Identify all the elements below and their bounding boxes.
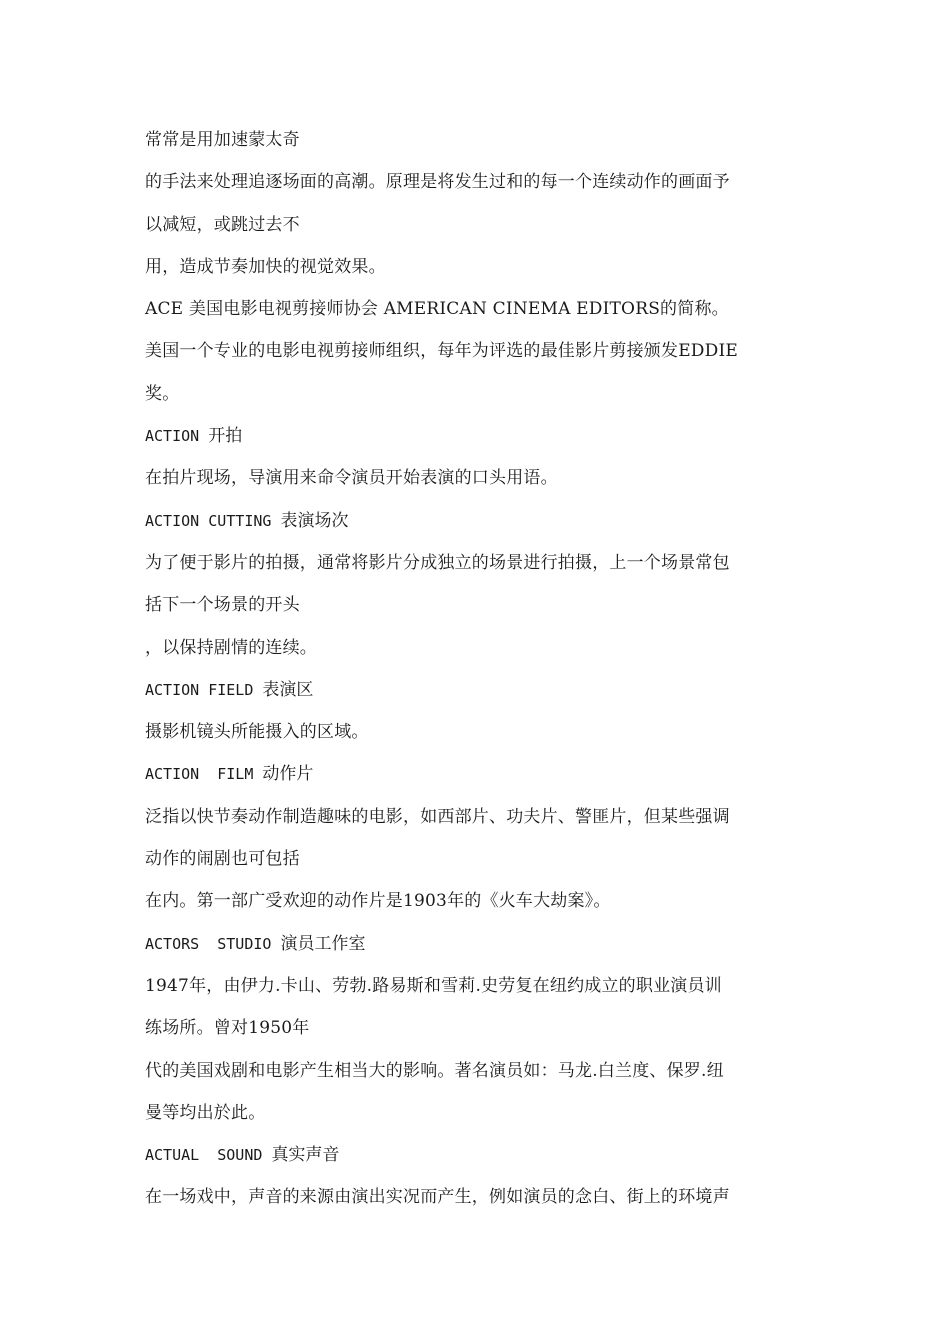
term-chinese: 演员工作室 — [280, 933, 366, 954]
text-line: 泛指以快节奏动作制造趣味的电影，如西部片、功夫片、警匪片，但某些强调 — [145, 806, 730, 827]
document-body — [145, 119, 805, 1219]
text-line: 动作的闹剧也可包括 — [145, 849, 300, 870]
text-line: 在拍片现场，导演用来命令演员开始表演的口头用语。 — [145, 468, 558, 489]
term-chinese: 动作片 — [262, 764, 314, 785]
text-line: 的手法来处理追逐场面的高潮。原理是将发生过和的每一个连续动作的画面予 — [145, 172, 730, 193]
glossary-term — [145, 669, 805, 711]
text-line: 在内。第一部广受欢迎的动作片是1903年的《火车大劫案》。 — [145, 891, 611, 912]
text-line: 常常是用加速蒙太奇 — [145, 130, 300, 150]
text-line: 括下一个场景的开头 — [145, 595, 300, 616]
glossary-term — [145, 1134, 805, 1176]
text-line: 美国一个专业的电影电视剪接师组织，每年为评选的最佳影片剪接颁发EDDIE — [145, 341, 738, 362]
text-line: 以减短，或跳过去不 — [145, 214, 300, 235]
text-line: 为了便于影片的拍摄，通常将影片分成独立的场景进行拍摄，上一个场景常包 — [145, 552, 730, 573]
term-english: ACTION FILM — [145, 765, 263, 784]
glossary-term — [145, 500, 805, 542]
text-line: 练场所。曾对1950年 — [145, 1018, 310, 1039]
glossary-term — [145, 753, 805, 795]
term-english: ACTION — [145, 427, 209, 446]
term-chinese: 开拍 — [208, 426, 243, 447]
term-english: ACTION FIELD — [145, 680, 263, 699]
term-chinese: 表演场次 — [280, 510, 349, 531]
text-line: 奖。 — [145, 383, 180, 404]
text-line: 1947年，由伊力.卡山、劳勃.路易斯和雪莉.史劳复在纽约成立的职业演员训 — [145, 975, 722, 996]
term-english: ACTION CUTTING — [145, 511, 281, 530]
text-line: ，以保持剧情的连续。 — [145, 637, 317, 658]
text-line: ACE 美国电影电视剪接师协会 AMERICAN CINEMA EDITORS的简称。 — [145, 299, 729, 320]
term-english: ACTORS STUDIO — [145, 934, 281, 953]
term-chinese: 真实声音 — [271, 1145, 340, 1166]
text-line: 代的美国戏剧和电影产生相当大的影响。著名演员如：马龙.白兰度、保罗.纽 — [145, 1060, 724, 1081]
text-line: 在一场戏中，声音的来源由演出实况而产生，例如演员的念白、街上的环境声 — [145, 1187, 730, 1208]
term-english: ACTUAL SOUND — [145, 1146, 272, 1165]
text-line: 摄影机镜头所能摄入的区域。 — [145, 722, 369, 743]
glossary-term — [145, 923, 805, 965]
glossary-term — [145, 415, 805, 457]
text-line: 用，造成节奏加快的视觉效果。 — [145, 256, 386, 277]
text-line: 曼等均出於此。 — [145, 1102, 266, 1123]
term-chinese: 表演区 — [262, 679, 314, 700]
